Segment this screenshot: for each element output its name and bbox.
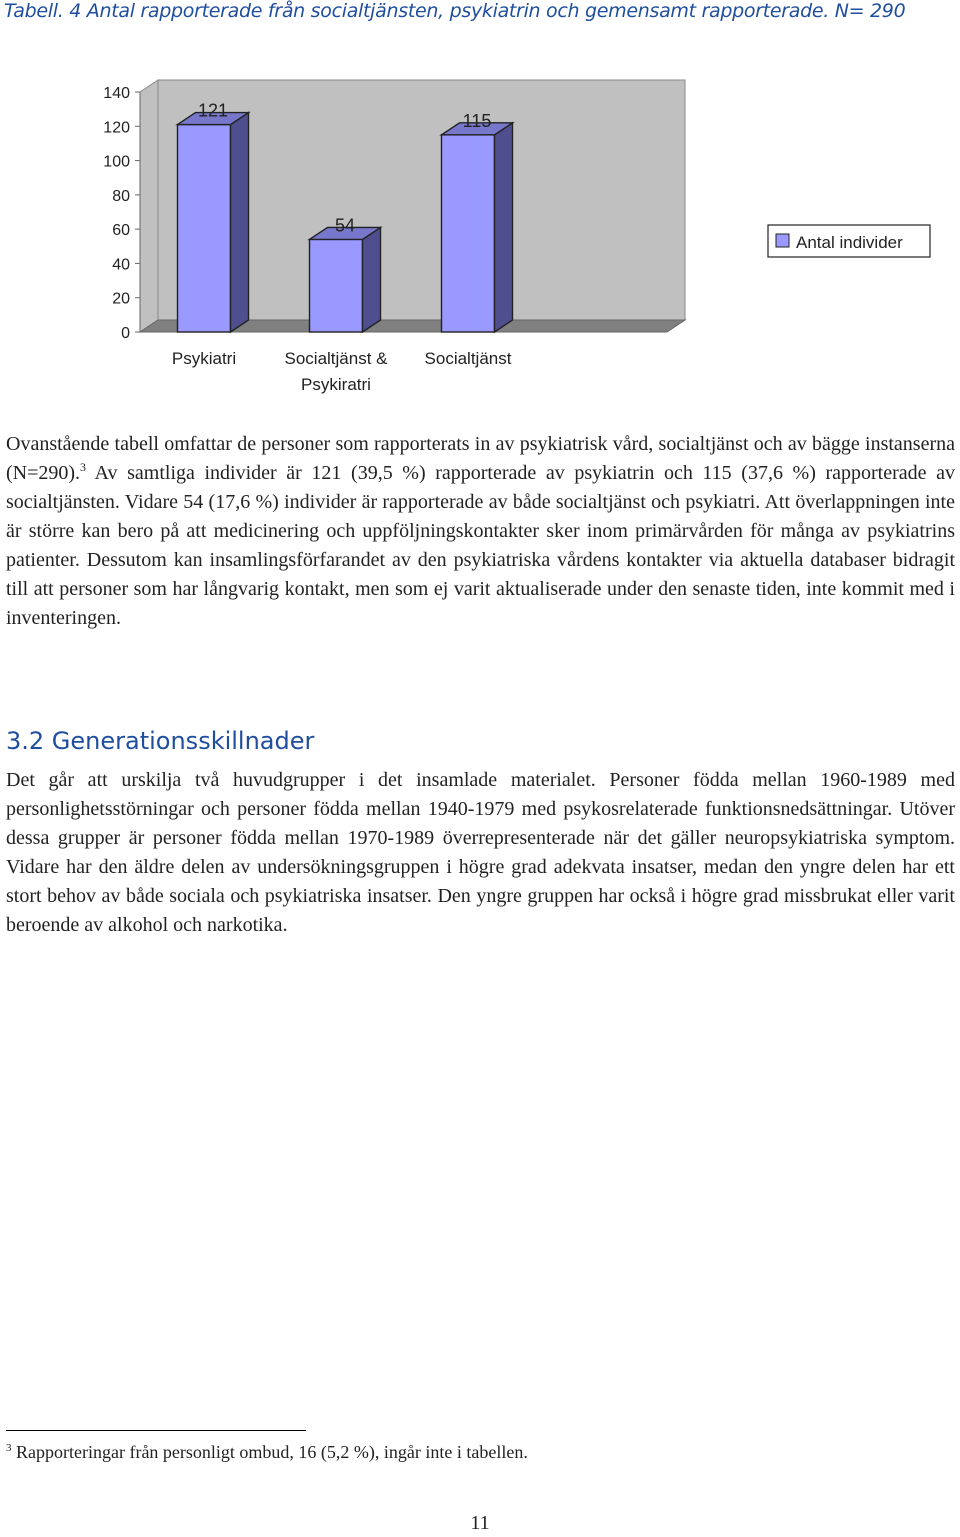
legend-label: Antal individer <box>796 233 903 252</box>
data-label: 121 <box>197 100 229 121</box>
bar <box>442 135 495 332</box>
x-tick-label: Socialtjänst <box>424 349 512 368</box>
bar-side <box>231 113 249 332</box>
data-label: 54 <box>334 215 356 236</box>
data-label: 115 <box>462 110 492 131</box>
paragraph-2: Det går att urskilja två huvudgrupper i det insamlade materialet. Personer födda mellan 1960-1989 med personlighetsstörningar och personer födda mellan 1940-1979 med psykosrelaterade funktionsnedsättningar. Utöver dessa grupper är personer födda mellan 1970-1989 överrepresenterade när det gäller neuropsykiatriska symptom. Vidare har den äldre delen av undersökningsgruppen i högre grad adekvata insatser, medan den yngre delen har ett stort behov av både sociala och psykiatriska insatser. Den yngre gruppen har också i högre grad missbrukat eller varit beroende av alkohol och narkotika. <box>6 769 955 936</box>
page-number: 11 <box>470 1512 490 1534</box>
x-tick-label: Psykiratri <box>301 375 371 394</box>
legend-swatch <box>776 234 789 247</box>
y-tick-label: 40 <box>112 256 130 274</box>
y-tick-label: 140 <box>103 85 130 102</box>
footnote-text: Rapporteringar från personligt ombud, 16 (5,2 %), ingår inte i tabellen. <box>11 1442 528 1462</box>
y-tick-label: 20 <box>112 290 130 308</box>
footnote-separator <box>6 1430 306 1431</box>
x-tick-label: Socialtjänst & <box>284 349 388 368</box>
chart-side-wall <box>140 80 158 332</box>
footnote <box>6 1442 528 1463</box>
paragraph-1-text-a: Ovanstående tabell omfattar de personer som rapporterats in av psykiatrisk vård, socialtjänst och av bägge instanserna (N=290). <box>6 433 955 484</box>
x-tick-label: Psykiatri <box>171 349 237 368</box>
bar <box>310 239 363 332</box>
y-tick-label: 100 <box>103 153 130 171</box>
y-tick-label: 60 <box>112 222 130 240</box>
footnote-number: 3 <box>6 1442 12 1454</box>
bar <box>178 125 231 332</box>
bar-side <box>363 227 381 332</box>
bar-side <box>495 123 513 332</box>
y-tick-label: 120 <box>103 119 130 137</box>
section-heading: 3.2 Generationsskillnader <box>6 727 315 755</box>
paragraph-1-text-b: Av samtliga individer är 121 (39,5 %) rapporterade av psykiatrin och 115 (37,6 %) rapporterade av socialtjänsten. Vidare 54 (17,6 %) individer är rapporterade av både socialtjänst och psykiatri. Att överlappningen inte är större kan bero på att medicinering och uppföljningskontakter sker inom primärvården för många av psykiatrins patienter. Dessutom kan insamlingsförfarandet av den psykiatriska vårdens kontakter via aktuella databaser bidragit till att personer som har långvarig kontakt, men som ej varit aktualiserade under den senaste tiden, inte kommit med i inventeringen. <box>6 462 955 629</box>
footnote-ref: 3 <box>80 460 87 474</box>
y-tick-label: 0 <box>121 325 130 342</box>
bar-chart <box>0 70 960 410</box>
y-tick-label: 80 <box>112 187 130 205</box>
table-caption: Tabell. 4 Antal rapporterade från socialtjänsten, psykiatrin och gemensamt rapporterade. N= 290 <box>4 0 906 22</box>
paragraph-1 <box>6 430 955 633</box>
